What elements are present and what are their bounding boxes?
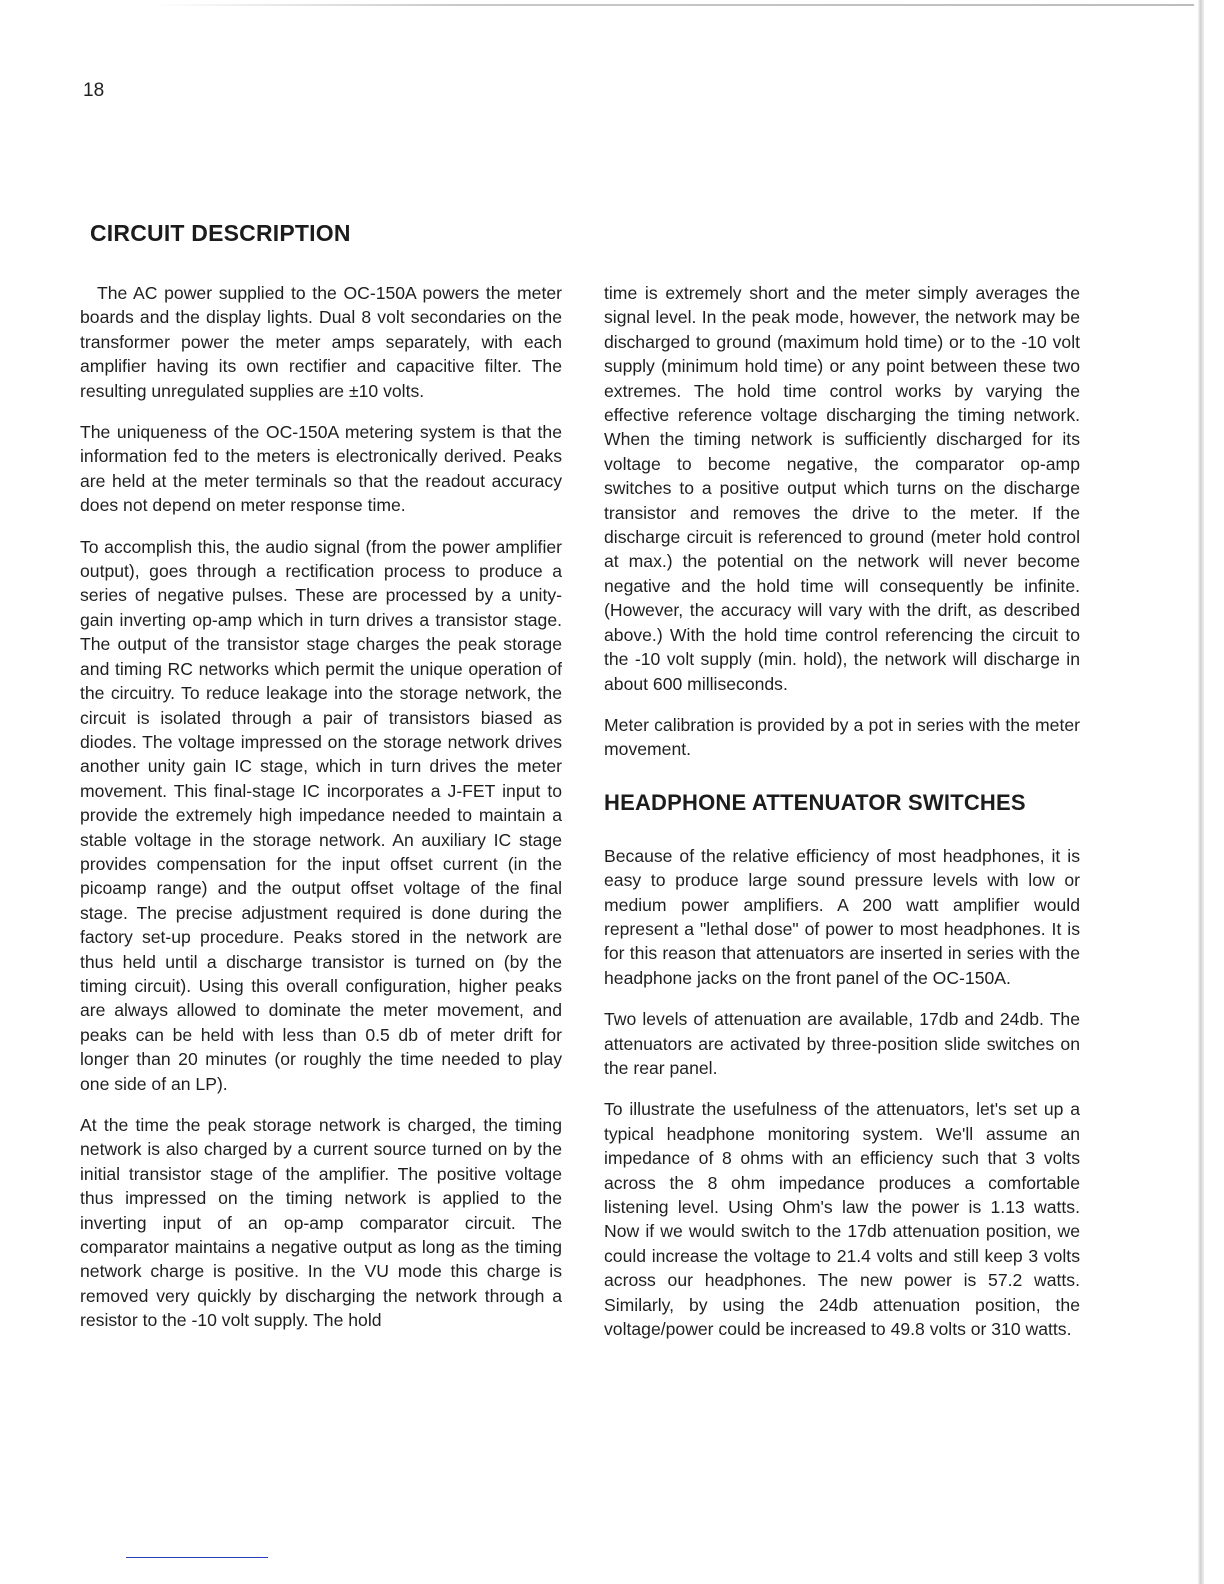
paragraph-meter-calibration: Meter calibration is provided by a pot in series with the meter movement. [604,714,1080,760]
page-number: 18 [83,80,105,101]
paragraph-metering-uniqueness: The uniqueness of the OC-150A metering system is that the information fed to the meters is electronically derived. Peaks are held at the meter terminals so that the readout accuracy does not depend on meter response time. [80,422,562,516]
section-title: CIRCUIT DESCRIPTION [90,220,351,246]
paragraph-attenuation-levels: Two levels of attenuation are available, 17db and 24db. The attenuators are activated by three-position slide switches on the rear panel. [604,1009,1080,1078]
left-column [80,281,562,1350]
paragraph-hold-time: time is extremely short and the meter simply averages the signal level. In the peak mode, however, the network may be discharged to ground (maximum hold time) or to the -10 volt supply (minimum hold time) or any point between these two extremes. The hold time control works by varying the effective reference voltage discharging the timing network. When the timing network is sufficiently discharged for its voltage to become negative, the comparator op-amp switches to a positive output which turns on the discharge transistor and removes the drive to the meter. If the discharge circuit is referenced to ground (meter hold control at max.) the potential on the network will never become negative and the hold time will consequently be infinite. (However, the accuracy will vary with the drift, as described above.) With the hold time control referencing the circuit to the -10 volt supply (min. hold), the network will discharge in about 600 milliseconds. [604,283,1080,694]
scan-top-edge [150,4,1194,6]
right-column [604,281,1080,1358]
paragraph-attenuator-example: To illustrate the usefulness of the attenuators, let's set up a typical headphone monitoring system. We'll assume an impedance of 8 ohms with an efficiency such that 3 volts across the 8 ohm impedance produces a comfortable listening level. Using Ohm's law the power is 1.13 watts. Now if we would switch to the 17db attenuation position, we could increase the voltage to 21.4 volts and still keep 3 volts across our headphones. The new power is 57.2 watts. Similarly, by using the 24db attenuation position, the voltage/power could be increased to 49.8 volts or 310 watts. [604,1099,1080,1340]
paragraph-timing-network: At the time the peak storage network is charged, the timing network is also charged by a current source turned on by the initial transistor stage of the amplifier. The positive voltage thus impressed on the timing network is applied to the inverting input of an op-amp comparator circuit. The comparator maintains a negative output as long as the timing network charge is positive. In the VU mode this charge is removed very quickly by discharging the network through a resistor to the -10 volt supply. The hold [80,1115,562,1331]
scan-right-edge [1198,0,1204,1584]
headphone-section-heading: HEADPHONE ATTENUATOR SWITCHES [604,789,1026,815]
paragraph-headphone-efficiency: Because of the relative efficiency of most headphones, it is easy to produce large sound pressure levels with low or medium power amplifiers. A 200 watt amplifier would represent a "lethal dose" of power to most headphones. It is for this reason that attenuators are inserted in series with the headphone jacks on the front panel of the OC-150A. [604,845,1080,988]
paragraph-power-supply: The AC power supplied to the OC-150A powers the meter boards and the display lights. Dual 8 volt secondaries on the transformer power the meter amps separately, with each amplifier having its own rectifier and capacitive filter. The resulting unregulated supplies are ±10 volts. [80,283,562,401]
footer-rule [126,1557,268,1558]
paragraph-signal-path: To accomplish this, the audio signal (from the power amplifier output), goes through a rectification process to produce a series of negative pulses. These are processed by a unity-gain inverting op-amp which in turn drives a transistor stage. The output of the transistor stage charges the peak storage and timing RC networks which permit the unique operation of the circuitry. To reduce leakage into the storage network, the circuit is isolated through a pair of transistors biased as diodes. The voltage impressed on the storage network drives another unity gain IC stage, which in turn drives the meter movement. This final-stage IC incorporates a J-FET input to provide the extremely high impedance needed to maintain a stable voltage in the storage network. An auxiliary IC stage provides compensation for the input offset current (in the picoamp range) and the output offset voltage of the final stage. The precise adjustment required is done during the factory set-up procedure. Peaks stored in the network are thus held until a discharge transistor is turned on (by the timing circuit). Using this overall configuration, higher peaks are always allowed to dominate the meter movement, and peaks can be held with less than 0.5 db of meter drift for longer than 20 minutes (or roughly the time needed to play one side of an LP). [80,536,562,1094]
